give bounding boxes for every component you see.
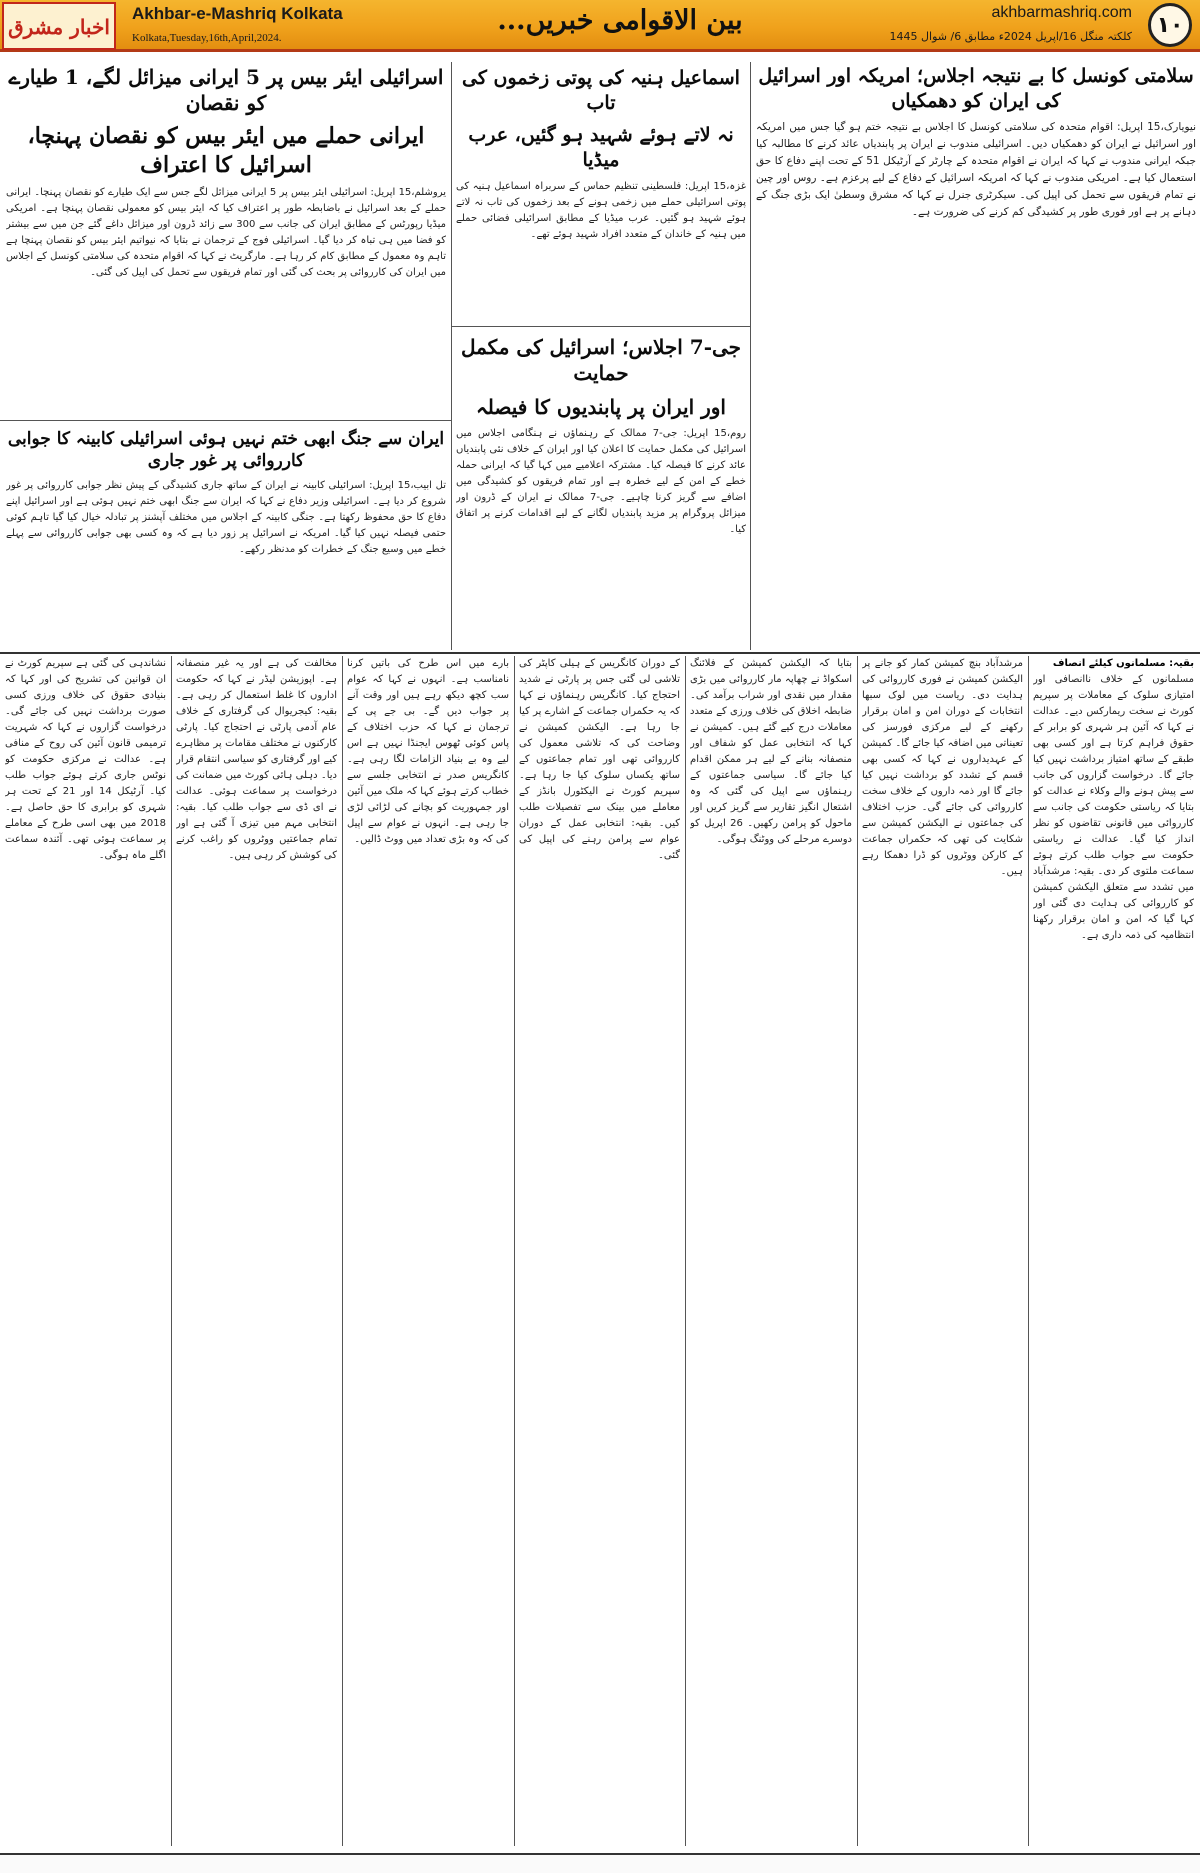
story-headline: ایران سے جنگ ابھی ختم نہیں ہوئی اسرائیلی کابینہ کا جوابی کارروائی پر غور جاری: [7, 429, 445, 472]
svg-text:اخبار مشرق: اخبار مشرق: [8, 15, 110, 39]
continuation-column-6: [176, 656, 337, 1846]
continuation-column-7: [5, 656, 166, 1846]
story-headline-line2: اور ایران پر پابندیوں کا فیصلہ: [476, 395, 726, 419]
story-headline: اسماعیل ہنیہ کی پوتی زخموں کی تاب: [462, 67, 740, 114]
column-divider: [750, 62, 751, 650]
story-body: روم،15 اپریل: جی-7 ممالک کے رہنماؤں نے ہنگامی اجلاس میں اسرائیل کی مکمل حمایت کا اعلان کیا اور ایران کے خلاف نئی پابندیاں عائد کرنے کا فیصلہ کیا۔ مشترکہ اعلامیے میں کہا گیا کہ ایرانی حملہ خطے کے امن کے لیے خطرہ ہے اور تمام فریقوں کو کشیدگی میں اضافے سے گریز کرنا چاہیے۔ جی-7 ممالک نے ایران کے ڈرون اور میزائل پروگرام پر مزید پابندیاں لگانے کے لیے اقدامات کرنے پر اتفاق کیا۔: [456, 428, 746, 535]
masthead-band: [0, 0, 1200, 52]
story-body: یروشلم،15 اپریل: اسرائیلی ایئر بیس پر 5 ایرانی میزائل لگے جس سے ایک طیارے کو نقصان پہنچا۔ ایرانی حملے کے بعد اسرائیل نے باضابطہ طور پر اعتراف کیا کہ ایئر بیس کو معمولی نقصان پہنچا ہے۔ امریکی میڈیا رپورٹس کے مطابق ایران کی جانب سے 300 سے زائد ڈرون اور میزائل داغے گئے جن میں سے بیشتر کو فضا میں ہی تباہ کر دیا گیا۔ اسرائیلی فوج کے ترجمان نے بتایا کہ نیواتیم ایئر بیس کو نقصان پہنچا ہے تاہم وہ معمول کے مطابق کام کر رہا ہے۔ مارگریٹ نے کہا کہ اقوام متحدہ کی سلامتی کونسل کے اجلاس میں ایران کی کارروائی پر بحث کی گئی اور تمام فریقوں سے تحمل کی اپیل کی گئی۔: [6, 187, 446, 279]
newspaper-logo[interactable]: [2, 2, 116, 50]
section-divider: [0, 652, 1200, 654]
story-g7: [456, 334, 746, 646]
masthead-name: Akhbar-e-Mashriq Kolkata: [132, 4, 343, 23]
continuation-text: کے دوران کانگریس کے ہیلی کاپٹر کی تلاشی لی گئی جس پر پارٹی نے شدید احتجاج کیا۔ کانگریس رہنماؤں نے کہا کہ یہ حکمراں جماعت کے اشارے پر کیا جا رہا ہے۔ الیکشن کمیشن نے وضاحت کی کہ تلاشی معمول کی کارروائی تھی اور تمام جماعتوں کے ساتھ یکساں سلوک کیا جا رہا ہے۔ سپریم کورٹ نے الیکٹورل بانڈز کے معاملے میں بینک سے تفصیلات طلب کیں۔ بقیہ: انتخابی عمل کے دوران عوام سے پرامن رہنے کی اپیل کی گئی۔: [519, 658, 680, 861]
column-divider: [171, 656, 172, 1846]
masthead-date: Kolkata,Tuesday,16th,April,2024.: [132, 32, 282, 44]
continuation-text: مسلمانوں کے خلاف ناانصافی اور امتیازی سلوک کے معاملات پر سپریم کورٹ نے سخت ریمارکس دیے۔ عدالت نے کہا کہ آئین ہر شہری کو برابر کے حقوق فراہم کرتا ہے اور کسی بھی طبقے کے ساتھ امتیاز برداشت نہیں کیا جائے گا۔ درخواست گزاروں کی جانب سے پیش ہونے والے وکلاء نے عدالت کو بتایا کہ ریاستی حکومت کی جانب سے کارروائی میں قانونی تقاضوں کو نظر انداز کیا گیا۔ عدالت نے ریاستی حکومت سے جواب طلب کرتے ہوئے سماعت ملتوی کر دی۔ بقیہ: مرشدآباد میں تشدد سے متعلق الیکشن کمیشن کو کارروائی کی ہدایت دی گئی اور کہا گیا کہ امن و امان برقرار رکھنا انتظامیہ کی ذمہ داری ہے۔: [1033, 674, 1194, 941]
column-divider: [685, 656, 686, 1846]
continuation-column-5: [347, 656, 509, 1846]
continuation-text: بتایا کہ الیکشن کمیشن کے فلائنگ اسکواڈ نے چھاپہ مار کارروائی میں بڑی مقدار میں نقدی اور شراب برآمد کی۔ ضابطہ اخلاق کی خلاف ورزی کے متعدد معاملات درج کیے گئے ہیں۔ کمیشن نے کہا کہ انتخابی عمل کو شفاف اور منصفانہ بنانے کے لیے ہر ممکن اقدام کیا جائے گا۔ سیاسی جماعتوں کے رہنماؤں سے اپیل کی گئی کہ وہ اشتعال انگیز تقاریر سے گریز کریں اور ماحول کو پرامن رکھیں۔ 26 اپریل کو دوسرے مرحلے کی ووٹنگ ہوگی۔: [690, 658, 852, 845]
story-headline: جی-7 اجلاس؛ اسرائیل کی مکمل حمایت: [460, 335, 742, 385]
column-divider: [514, 656, 515, 1846]
continuation-lead: بقیہ: مسلمانوں کیلئے انصاف: [1052, 658, 1194, 669]
story-divider: [0, 420, 451, 421]
continuation-text: بارے میں اس طرح کی باتیں کرنا نامناسب ہے۔ انہوں نے کہا کہ عوام سب کچھ دیکھ رہے ہیں اور وقت آنے پر جواب دیں گے۔ بی جے پی کے ترجمان نے کہا کہ حزب اختلاف کے پاس کوئی ٹھوس ایجنڈا نہیں ہے اس لیے وہ بے بنیاد الزامات لگا رہی ہے۔ کانگریس صدر نے انتخابی جلسے سے خطاب کرتے ہوئے کہا کہ ملک میں آئین اور جمہوریت کو بچانے کی لڑائی لڑی جا رہی ہے۔ انہوں نے عوام سے اپیل کی کہ وہ بڑی تعداد میں ووٹ ڈالیں۔: [347, 658, 509, 845]
continuation-column-1: [1033, 656, 1194, 1846]
story-iran-war-not-over: [6, 428, 446, 646]
column-divider: [342, 656, 343, 1846]
page-footer-bar: [0, 1853, 1200, 1873]
column-divider: [1028, 656, 1029, 1846]
logo-calligraphy-icon: [5, 6, 113, 46]
story-haniyeh: [456, 66, 746, 322]
story-divider: [451, 326, 750, 327]
page-number-badge: ۱۰: [1148, 3, 1192, 47]
story-headline: اسرائیلی ایئر بیس پر 5 ایرانی میزائل لگے، 1 طیارے کو نقصان: [8, 65, 444, 115]
continuation-text: مخالفت کی ہے اور یہ غیر منصفانہ ہے۔ اپوزیشن لیڈر نے کہا کہ حکومت اداروں کا غلط استعمال کر رہی ہے۔ بقیہ: کیجریوال کی گرفتاری کے خلاف عام آدمی پارٹی نے احتجاج کیا۔ پارٹی کارکنوں نے مختلف مقامات پر مظاہرے کیے اور گرفتاری کو سیاسی انتقام قرار دیا۔ دہلی ہائی کورٹ میں ضمانت کی درخواست پر سماعت ہوئی۔ عدالت نے ای ڈی سے جواب طلب کیا۔ بقیہ: انتخابی مہم میں تیزی آ گئی ہے اور تمام جماعتیں ووٹروں کو راغب کرنے کی کوشش کر رہی ہیں۔: [176, 658, 337, 861]
story-headline-line2: نہ لاتے ہوئے شہید ہو گئیں، عرب میڈیا: [468, 124, 734, 172]
story-subheadline: ایرانی حملے میں ایئر بیس کو نقصان پہنچا، اسرائیل کا اعتراف: [27, 123, 425, 178]
continuation-column-2: [862, 656, 1023, 1846]
site-url-link[interactable]: akhbarmashriq.com: [991, 4, 1132, 21]
story-security-council: [756, 64, 1196, 646]
hijri-date: کلکتہ منگل 16/اپریل 2024ء مطابق 6/ شوال 1445: [889, 30, 1132, 43]
story-israel-airbases: [6, 64, 446, 416]
continuation-column-4: [519, 656, 680, 1846]
continuation-column-3: [690, 656, 852, 1846]
continuation-text: نشاندہی کی گئی ہے سپریم کورٹ نے ان قوانین کی تشریح کی اور کہا کہ بنیادی حقوق کی خلاف ورزی کسی صورت برداشت نہیں کی جائے گی۔ درخواست گزاروں نے کہا کہ شہریت ترمیمی قانون آئین کی روح کے منافی ہے۔ عدالت نے مرکزی حکومت کو نوٹس جاری کرتے ہوئے جواب طلب کیا۔ آرٹیکل 14 اور 21 کے تحت ہر شہری کو برابری کا حق حاصل ہے۔ 2018 میں بھی اسی طرح کے معاملے پر سماعت ہوئی تھی۔ آئندہ سماعت اگلے ماہ ہوگی۔: [5, 658, 166, 861]
section-title: بین الاقوامی خبریں...: [497, 5, 743, 36]
column-divider: [857, 656, 858, 1846]
continuation-text: مرشدآباد بنچ کمیشن کمار کو جانے پر الیکشن کمیشن نے فوری کارروائی کی ہدایت دی۔ ریاست میں لوک سبھا انتخابات کے دوران امن و امان برقرار رکھنے کے لیے مرکزی فورسز کی تعیناتی میں اضافہ کیا جائے گا۔ کمیشن کے عہدیداروں نے کہا کہ کسی بھی قسم کے تشدد کو برداشت نہیں کیا جائے گا اور ذمہ داروں کے خلاف سخت کارروائی کی جائے گی۔ حزب اختلاف کی جماعتوں نے الیکشن کمیشن سے شکایت کی تھی کہ حکمراں جماعت کے کارکن ووٹروں کو ڈرا دھمکا رہے ہیں۔: [862, 658, 1023, 877]
story-headline: سلامتی کونسل کا بے نتیجہ اجلاس؛ امریکہ اور اسرائیل کی ایران کو دھمکیاں: [758, 65, 1194, 112]
column-divider: [451, 62, 452, 650]
story-body: تل ابیب،15 اپریل: اسرائیلی کابینہ نے ایران کے ساتھ جاری کشیدگی کے پیش نظر جوابی کارروائی پر غور شروع کر دیا ہے۔ اسرائیلی وزیر دفاع نے کہا کہ ایران سے جنگ ابھی ختم نہیں ہوئی ہے اور اسرائیل اپنے دفاع کا حق محفوظ رکھتا ہے۔ جنگی کابینہ کے اجلاس میں مختلف آپشنز پر تبادلہ خیال کیا گیا تاہم کوئی حتمی فیصلہ نہیں کیا گیا۔ امریکہ نے اسرائیل پر زور دیا ہے کہ وہ کسی بھی جوابی کارروائی سے پہلے خطے میں وسیع جنگ کے خطرات کو مدنظر رکھے۔: [6, 480, 446, 556]
story-body: نیویارک،15 اپریل: اقوام متحدہ کی سلامتی کونسل کا اجلاس بے نتیجہ ختم ہو گیا جس میں امریکہ اور اسرائیل نے ایران کو دھمکیاں دیں۔ اسرائیلی مندوب نے ایران پر پابندیاں عائد کرنے کا مطالبہ کیا جبکہ ایرانی مندوب نے کہا کہ ایران نے اقوام متحدہ کے چارٹر کے آرٹیکل 51 کے تحت اپنے دفاع کا حق استعمال کیا ہے۔ امریکی مندوب نے کہا کہ امریکہ اسرائیل کے دفاع کے لیے پرعزم ہے۔ روس اور چین نے تمام فریقوں سے تحمل کی اپیل کی۔ سیکرٹری جنرل نے کہا کہ مشرق وسطیٰ ایک بڑی جنگ کے دہانے پر ہے اور فوری طور پر کشیدگی کم کرنے کی ضرورت ہے۔: [756, 121, 1196, 219]
story-body: غزہ،15 اپریل: فلسطینی تنظیم حماس کے سربراہ اسماعیل ہنیہ کی پوتی اسرائیلی حملے میں زخمی ہونے کے بعد زخموں کی تاب نہ لاتے ہوئے شہید ہو گئیں۔ عرب میڈیا کے مطابق اسرائیلی فضائی حملے میں ہنیہ کے خاندان کے متعدد افراد شہید ہوئے تھے۔: [456, 180, 746, 240]
